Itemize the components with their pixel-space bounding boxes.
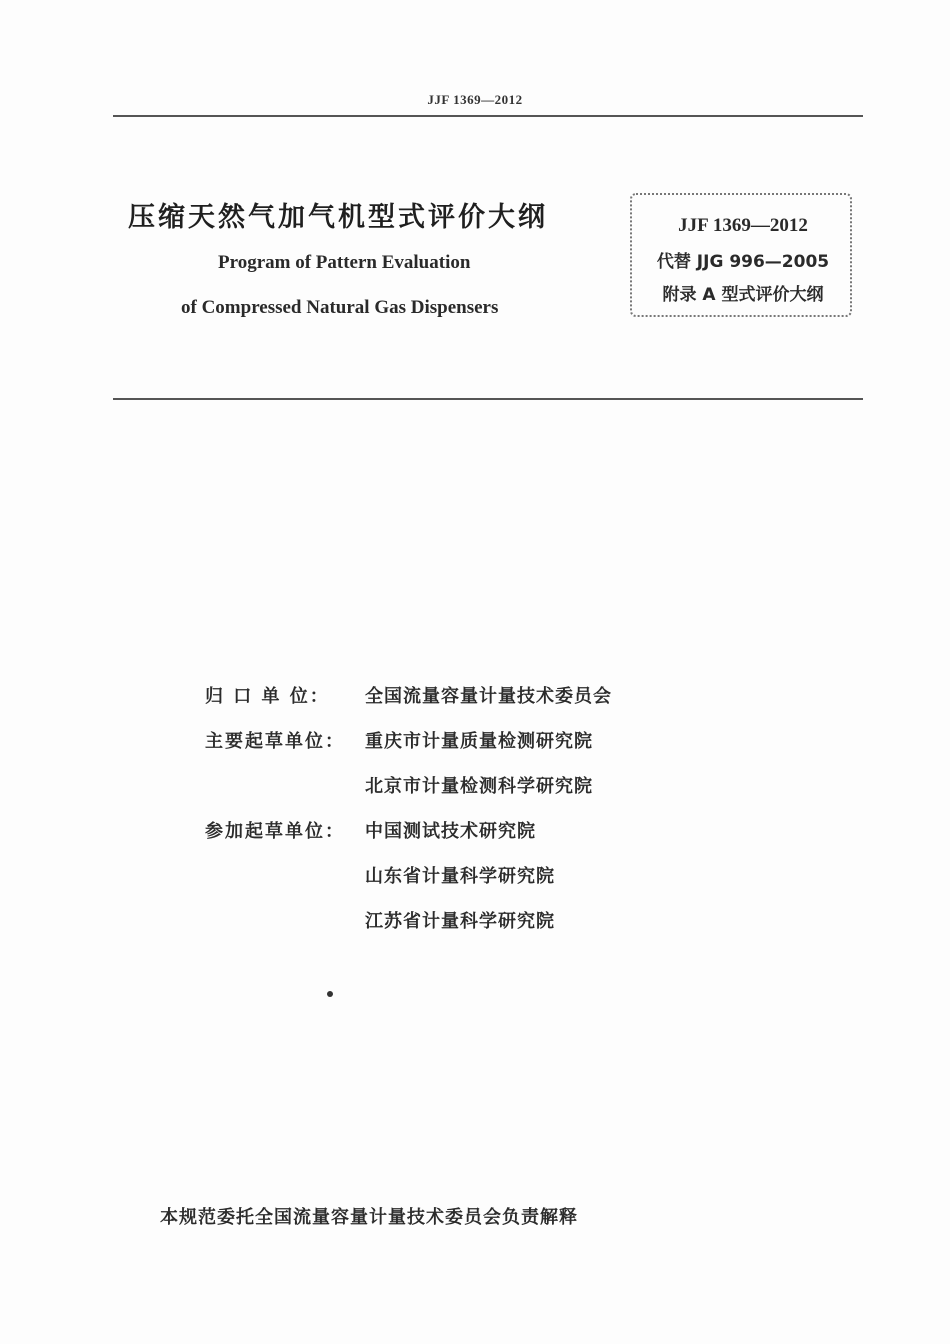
standard-code-box — [630, 193, 852, 317]
responsible-unit-value: 全国流量容量计量技术委员会 — [365, 686, 612, 707]
responsible-unit-label: 归 口 单 位： — [205, 686, 330, 707]
code-box-line1: JJF 1369—2012 — [678, 215, 808, 236]
participating-value-2: 山东省计量科学研究院 — [365, 866, 555, 887]
main-drafting-value-1: 重庆市计量质量检测研究院 — [365, 731, 593, 752]
title-english-line2: of Compressed Natural Gas Dispensers — [181, 297, 499, 318]
title-chinese: 压缩天然气加气机型式评价大纲 — [128, 202, 548, 233]
main-drafting-value-2: 北京市计量检测科学研究院 — [365, 776, 593, 797]
participating-value-1: 中国测试技术研究院 — [365, 821, 536, 842]
standard-number-header: JJF 1369—2012 — [427, 92, 523, 107]
participating-value-3: 江苏省计量科学研究院 — [365, 911, 555, 932]
code-box-line3: 附录 A 型式评价大纲 — [662, 285, 824, 305]
interpretation-note: 本规范委托全国流量容量计量技术委员会负责解释 — [160, 1207, 578, 1228]
top-divider — [113, 115, 863, 117]
bottom-divider — [113, 398, 863, 400]
participating-label: 参加起草单位： — [205, 821, 345, 842]
title-english-line1: Program of Pattern Evaluation — [218, 252, 471, 273]
main-drafting-label: 主要起草单位： — [205, 731, 345, 752]
code-box-line2: 代替 JJG 996—2005 — [656, 252, 830, 272]
stray-dot-mark — [327, 991, 333, 997]
